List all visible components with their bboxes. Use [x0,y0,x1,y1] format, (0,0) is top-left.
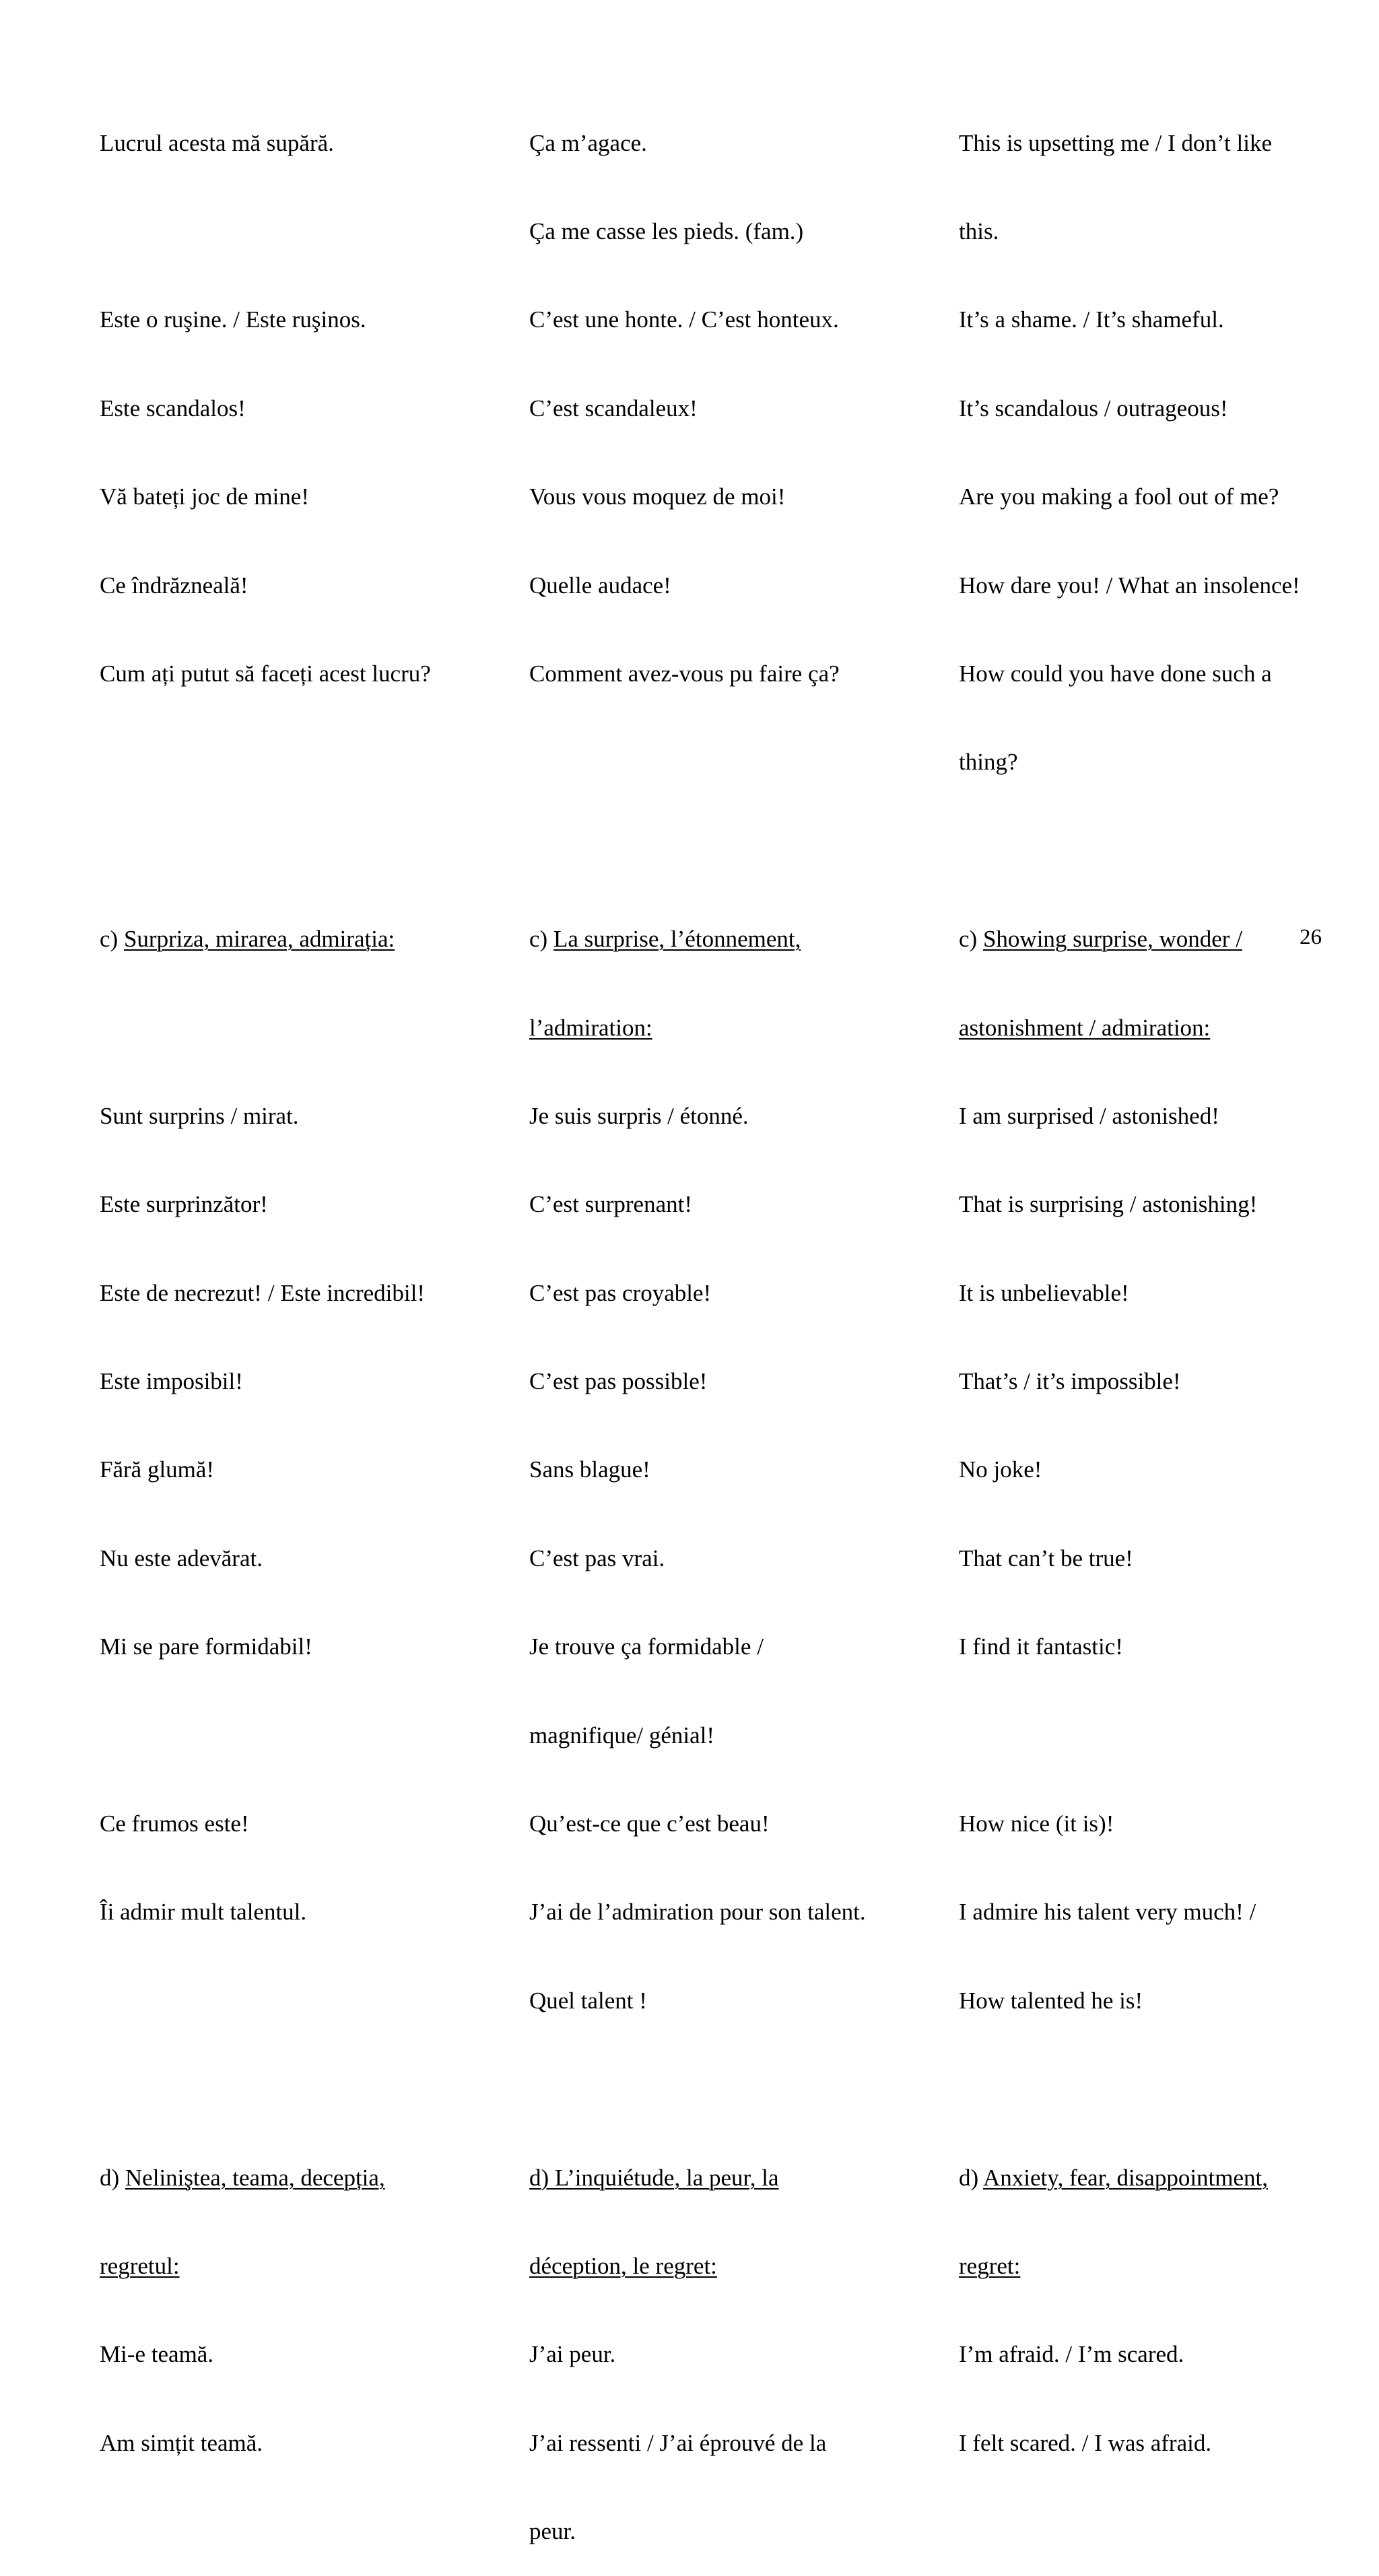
ro-section-c-title: Surpriza, mirarea, admirația: [123,926,395,953]
blank-line [529,2074,933,2104]
fr-line: C’est pas possible! [529,1368,708,1395]
fr-line: J’ai ressenti / J’ai éprouvé de la [529,2429,827,2456]
ro-line: Ce îndrăzneală! [100,572,248,599]
fr-line: J’ai peur. [529,2341,616,2368]
en-line: That’s / it’s impossible! [959,1368,1181,1395]
ro-line: Este o ruşine. / Este ruşinos. [100,306,366,333]
ro-section-d-title-cont: regretul: [100,2252,180,2279]
fr-line: Comment avez-vous pu faire ça? [529,660,840,687]
ro-section-c-prefix: c) [100,926,124,953]
blank-line [100,1721,504,1751]
fr-section-c-title: La surprise, l’étonnement, [553,926,801,953]
ro-line: Mi se pare formidabil! [100,1633,312,1660]
en-line: It’s a shame. / It’s shameful. [959,306,1224,333]
en-section-c-heading-cont [959,1013,1363,1043]
romanian-column [100,69,504,2487]
blank-line [100,747,504,777]
fr-line: Quelle audace! [529,572,671,599]
english-column [959,69,1363,2487]
en-line: This is upsetting me / I don’t like [959,129,1273,156]
fr-line: magnifique/ génial! [529,1722,715,1749]
en-line: I am surprised / astonished! [959,1102,1219,1129]
fr-section-c-title-cont: l’admiration: [529,1014,652,1041]
en-line: How dare you! / What an insolence! [959,572,1300,599]
fr-line: C’est pas vrai. [529,1545,665,1571]
ro-line: Cum ați putut să faceți acest lucru? [100,660,431,687]
fr-section-d-title: d) L’inquiétude, la peur, la [529,2164,779,2191]
en-line: thing? [959,749,1018,776]
en-section-d-prefix: d) [959,2164,983,2191]
page-number: 26 [1300,925,1322,949]
ro-line: Ce frumos este! [100,1810,249,1837]
fr-line: Qu’est-ce que c’est beau! [529,1810,770,1837]
ro-section-d-title: Neliniştea, teama, decepția, [125,2164,385,2191]
ro-section-d-prefix: d) [100,2164,125,2191]
en-section-d-title-cont: regret: [959,2252,1021,2279]
fr-line: Je trouve ça formidable / [529,1633,764,1660]
en-line: That can’t be true! [959,1545,1133,1571]
fr-section-d-heading-cont [529,2251,933,2281]
blank-line [100,217,504,246]
en-line: It is unbelievable! [959,1279,1129,1306]
en-section-d-heading [959,2163,1363,2193]
fr-line: Quel talent ! [529,1987,647,2014]
en-line: I admire his talent very much! / [959,1899,1256,1926]
blank-line [959,2074,1363,2104]
french-column [529,69,933,2576]
blank-line [100,1986,504,2016]
blank-line [100,836,504,866]
fr-section-c-heading-cont [529,1013,933,1043]
blank-line [529,836,933,866]
ro-line: Este imposibil! [100,1368,243,1395]
ro-line: Este surprinzător! [100,1191,268,1218]
ro-line: Nu este adevărat. [100,1545,263,1571]
en-line: How nice (it is)! [959,1810,1114,1837]
blank-line [959,1721,1363,1751]
ro-line: Mi-e teamă. [100,2341,214,2368]
ro-section-c-heading [100,924,504,954]
fr-line: C’est une honte. / C’est honteux. [529,306,839,333]
en-section-d-title: Anxiety, fear, disappointment, [982,2164,1269,2191]
fr-line: Vous vous moquez de moi! [529,483,786,510]
fr-line: C’est surprenant! [529,1191,693,1218]
fr-line: J’ai de l’admiration pour son talent. [529,1899,866,1926]
en-line: this. [959,217,999,244]
fr-line: Je suis surpris / étonné. [529,1102,749,1129]
en-line: That is surprising / astonishing! [959,1191,1258,1218]
en-line: No joke! [959,1456,1042,1483]
en-line: It’s scandalous / outrageous! [959,395,1228,421]
ro-line: Fără glumă! [100,1456,215,1483]
ro-section-d-heading-cont [100,2251,504,2281]
en-line: Are you making a fool out of me? [959,483,1279,510]
blank-line [959,836,1363,866]
fr-section-d-heading [529,2163,933,2193]
blank-line [100,1013,504,1043]
en-line: How could you have done such a [959,660,1272,687]
en-section-c-prefix: c) [959,926,983,953]
fr-line: peur. [529,2518,576,2545]
fr-line: C’est pas croyable! [529,1279,712,1306]
blank-line [529,747,933,777]
fr-section-c-heading [529,924,933,954]
en-section-d-heading-cont [959,2251,1363,2281]
ro-line: Vă bateți joc de mine! [100,483,309,510]
en-line: I felt scared. / I was afraid. [959,2429,1212,2456]
fr-line: Sans blague! [529,1456,650,1483]
blank-line [100,2074,504,2104]
en-line: How talented he is! [959,1987,1143,2014]
fr-line: Ça m’agace. [529,129,647,156]
fr-line: Ça me casse les pieds. (fam.) [529,217,804,244]
fr-section-d-title-cont: déception, le regret: [529,2252,717,2279]
en-line: I’m afraid. / I’m scared. [959,2341,1184,2368]
ro-line: Lucrul acesta mă supără. [100,129,334,156]
ro-section-d-heading [100,2163,504,2193]
fr-line: C’est scandaleux! [529,395,698,421]
ro-line: Sunt surprins / mirat. [100,1102,299,1129]
ro-line: Este scandalos! [100,395,246,421]
en-section-c-title-cont: astonishment / admiration: [959,1014,1211,1041]
fr-section-c-prefix: c) [529,926,553,953]
en-section-c-title: Showing surprise, wonder / [982,926,1242,953]
ro-line: Îi admir mult talentul. [100,1899,307,1926]
en-line: I find it fantastic! [959,1633,1123,1660]
ro-line: Este de necrezut! / Este incredibil! [100,1279,425,1306]
ro-line: Am simțit teamă. [100,2429,263,2456]
